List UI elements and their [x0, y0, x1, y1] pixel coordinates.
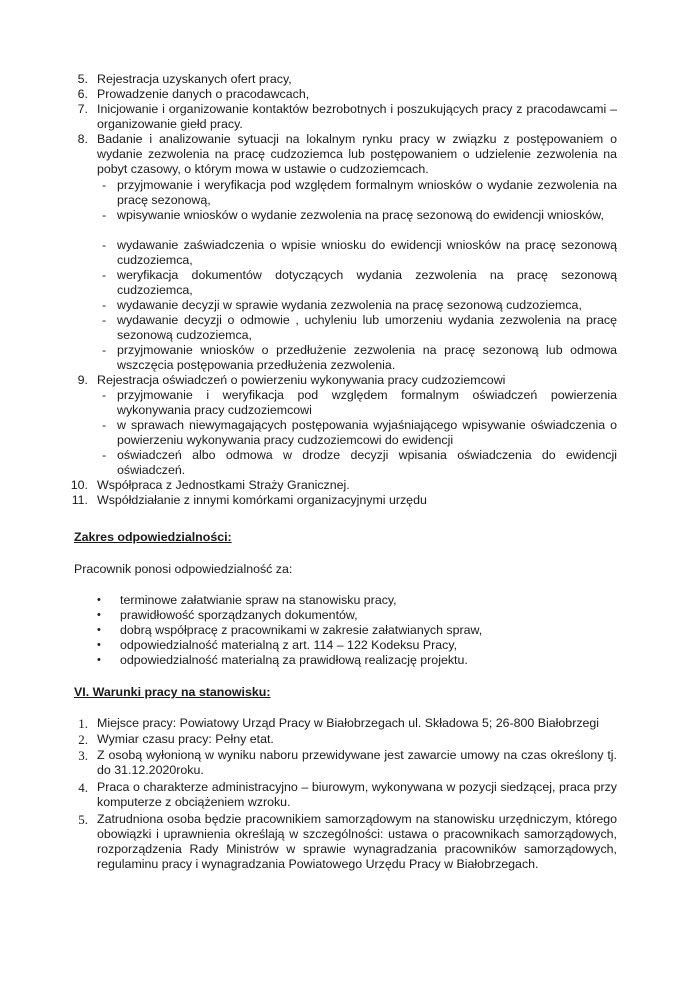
- dash-marker: -: [102, 448, 107, 462]
- bullet-marker: •: [97, 624, 101, 636]
- item-text: przyjmowanie i weryfikacja pod względem formalnym wniosków o wydanie zezwolenia na pracę sezonową,: [117, 178, 617, 207]
- section-heading: VI. Warunki pracy na stanowisku:: [74, 685, 271, 699]
- item-text: wpisywanie wniosków o wydanie zezwolenia na pracę sezonową do ewidencji wniosków,: [117, 208, 604, 222]
- item-text: Badanie i analizowanie sytuacji na lokalnym rynku pracy w związku z postępowaniem o wydanie zezwolenia na pracę cudzoziemca lub postępowaniem o udzielenie zezwolenia na pobyt czasowy, o którym mowa w ustawie o cudzoziemcach.: [97, 132, 617, 176]
- section-intro: Pracownik ponosi odpowiedzialność za:: [74, 562, 293, 576]
- item-text: wydawanie decyzji w sprawie wydania zezwolenia na pracę sezonową cudzoziemca,: [117, 298, 582, 312]
- item-text: przyjmowanie wniosków o przedłużenie zezwolenia na pracę sezonową lub odmowa wszczęcia postępowania przedłużenia zezwolenia.: [117, 343, 617, 372]
- bullet-marker: •: [97, 594, 101, 606]
- bullet-marker: •: [97, 654, 101, 666]
- item-text: Prowadzenie danych o pracodawcach,: [97, 87, 310, 101]
- dash-marker: -: [102, 268, 107, 282]
- dash-marker: -: [102, 178, 107, 192]
- item-number: 8.: [77, 132, 88, 146]
- item-text: Miejsce pracy: Powiatowy Urząd Pracy w Białobrzegach ul. Składowa 5; 26-800 Białobrzegi: [97, 716, 600, 730]
- item-text: wydawanie zaświadczenia o wpisie wniosku do ewidencji wniosków na pracę sezonową cudzoziemca,: [117, 238, 617, 267]
- item-number: 11.: [71, 493, 88, 507]
- item-number: 7.: [77, 102, 88, 116]
- item-text: przyjmowanie i weryfikacja pod względem formalnym oświadczeń powierzenia wykonywania pracy cudzoziemcowi: [117, 388, 617, 417]
- item-text: Zatrudniona osoba będzie pracownikiem samorządowym na stanowisku urzędniczym, którego obowiązki i uprawnienia określają w szczególności: ustawa o pracownikach samorządowych, rozporządzenia Rady Ministrów w sprawie wynagradzania pracowników samorządowych, regulaminu pracy i wynagradzania Powiatowego Urzędu Pracy w Białobrzegach.: [97, 812, 617, 871]
- item-text: Rejestracja oświadczeń o powierzeniu wykonywania pracy cudzoziemcowi: [97, 373, 506, 387]
- item-text: Rejestracja uzyskanych ofert pracy,: [97, 72, 292, 86]
- item-text: Współdziałanie z innymi komórkami organizacyjnymi urzędu: [97, 493, 427, 507]
- item-text: Współpraca z Jednostkami Straży Granicznej.: [97, 478, 350, 492]
- item-number: 5.: [77, 72, 88, 86]
- item-number: 3.: [78, 748, 88, 763]
- item-number: 10.: [70, 478, 88, 492]
- item-text: Inicjowanie i organizowanie kontaktów bezrobotnych i poszukujących pracy z pracodawcami – organizowanie giełd pracy.: [97, 102, 617, 131]
- item-text: wydawanie decyzji o odmowie , uchyleniu lub umorzeniu wydania zezwolenia na pracę sezonową cudzoziemca,: [117, 313, 617, 342]
- dash-marker: -: [102, 208, 107, 222]
- dash-marker: -: [102, 388, 107, 402]
- item-text: prawidłowość sporządzanych dokumentów,: [120, 608, 358, 622]
- dash-marker: -: [102, 343, 107, 357]
- item-text: weryfikacja dokumentów dotyczących wydania zezwolenia na pracę sezonową cudzoziemca,: [117, 268, 617, 297]
- dash-marker: -: [102, 238, 107, 252]
- item-text: odpowiedzialność materialną za prawidłową realizację projektu.: [120, 653, 468, 667]
- item-number: 2.: [78, 732, 88, 747]
- item-text: odpowiedzialność materialną z art. 114 – 122 Kodeksu Pracy,: [120, 638, 458, 652]
- item-number: 4.: [78, 780, 88, 795]
- section-heading: Zakres odpowiedzialności:: [74, 530, 232, 544]
- item-text: Wymiar czasu pracy: Pełny etat.: [97, 732, 274, 746]
- item-number: 1.: [78, 716, 88, 731]
- dash-marker: -: [102, 298, 107, 312]
- item-text: w sprawach niewymagających postępowania wyjaśniającego wpisywanie oświadczenia o powierzeniu wykonywania pracy cudzoziemcowi do ewidencji: [117, 418, 617, 447]
- item-text: oświadczeń albo odmowa w drodze decyzji wpisania oświadczenia do ewidencji oświadczeń.: [117, 448, 617, 477]
- bullet-marker: •: [97, 639, 101, 651]
- item-number: 6.: [77, 87, 88, 101]
- item-text: Z osobą wyłonioną w wyniku naboru przewidywane jest zawarcie umowy na czas określony tj. do 31.12.2020roku.: [97, 748, 617, 777]
- item-number: 5.: [78, 812, 88, 827]
- item-text: terminowe załatwianie spraw na stanowisku pracy,: [120, 593, 397, 607]
- item-text: dobrą współpracę z pracownikami w zakresie załatwianych spraw,: [120, 623, 483, 637]
- dash-marker: -: [102, 313, 107, 327]
- item-text: Praca o charakterze administracyjno – biurowym, wykonywana w pozycji siedzącej, praca przy komputerze z obciążeniem wzroku.: [97, 780, 617, 809]
- bullet-marker: •: [97, 609, 101, 621]
- dash-marker: -: [102, 418, 107, 432]
- item-number: 9.: [77, 373, 88, 387]
